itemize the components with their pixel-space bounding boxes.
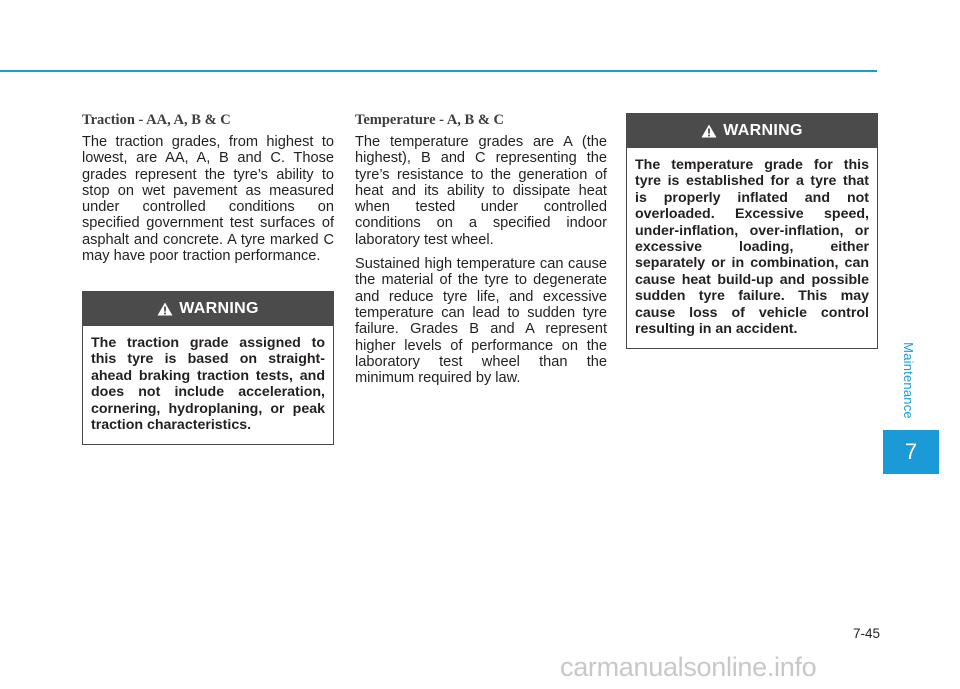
warning-text: The traction grade assigned to this tyre is based on straight-ahead braking traction tests, and does not include acceleration, cornering, hydroplaning, or peak traction characteristics. <box>91 335 325 434</box>
page-number: 7-45 <box>852 626 880 641</box>
warning-triangle-icon <box>157 302 173 316</box>
traction-heading: Traction - AA, A, B & C <box>82 112 231 128</box>
warning-text: The temperature grade for this tyre is established for a tyre that is properly inflated and not overloaded. Excessive speed, under-inflation, over-inflation, or excessive loading, either separately or in combination, can cause heat build-up and possible sudden tyre failure. This may cause loss of vehicle control resulting in an accident. <box>635 157 869 338</box>
chapter-number-tab: 7 <box>883 430 939 474</box>
temperature-warning-box <box>626 113 878 349</box>
temperature-paragraph-2: Sustained high temperature can cause the material of the tyre to degenerate and reduce tyre life, and excessive temperature can lead to sudden tyre failure. Grades B and A represent higher levels of performance on the laboratory test wheel than the minimum required by law. <box>355 256 607 387</box>
watermark: carmanualsonline.info <box>560 652 817 682</box>
traction-section <box>82 112 334 272</box>
warning-label: WARNING <box>723 122 803 139</box>
warning-triangle-icon <box>701 124 717 138</box>
traction-paragraph: The traction grades, from highest to lowest, are AA, A, B and C. Those grades represent the tyre’s ability to stop on wet pavement as measured under controlled conditions on specified government test surfaces of asphalt and concrete. A tyre marked C may have poor traction performance. <box>82 134 334 265</box>
warning-header <box>627 114 877 148</box>
section-tab-label <box>878 340 938 420</box>
temperature-paragraph-1: The temperature grades are A (the highest), B and C representing the tyre’s resistance to the generation of heat and its ability to dissipate heat when tested under controlled conditions on a specified indoor laboratory test wheel. <box>355 134 607 248</box>
temperature-section <box>355 112 607 394</box>
temperature-heading: Temperature - A, B & C <box>355 112 505 128</box>
traction-warning-box <box>82 291 334 445</box>
warning-header <box>83 292 333 326</box>
warning-label: WARNING <box>179 300 259 317</box>
section-label: Maintenance <box>900 341 916 419</box>
header-rule <box>0 70 877 72</box>
